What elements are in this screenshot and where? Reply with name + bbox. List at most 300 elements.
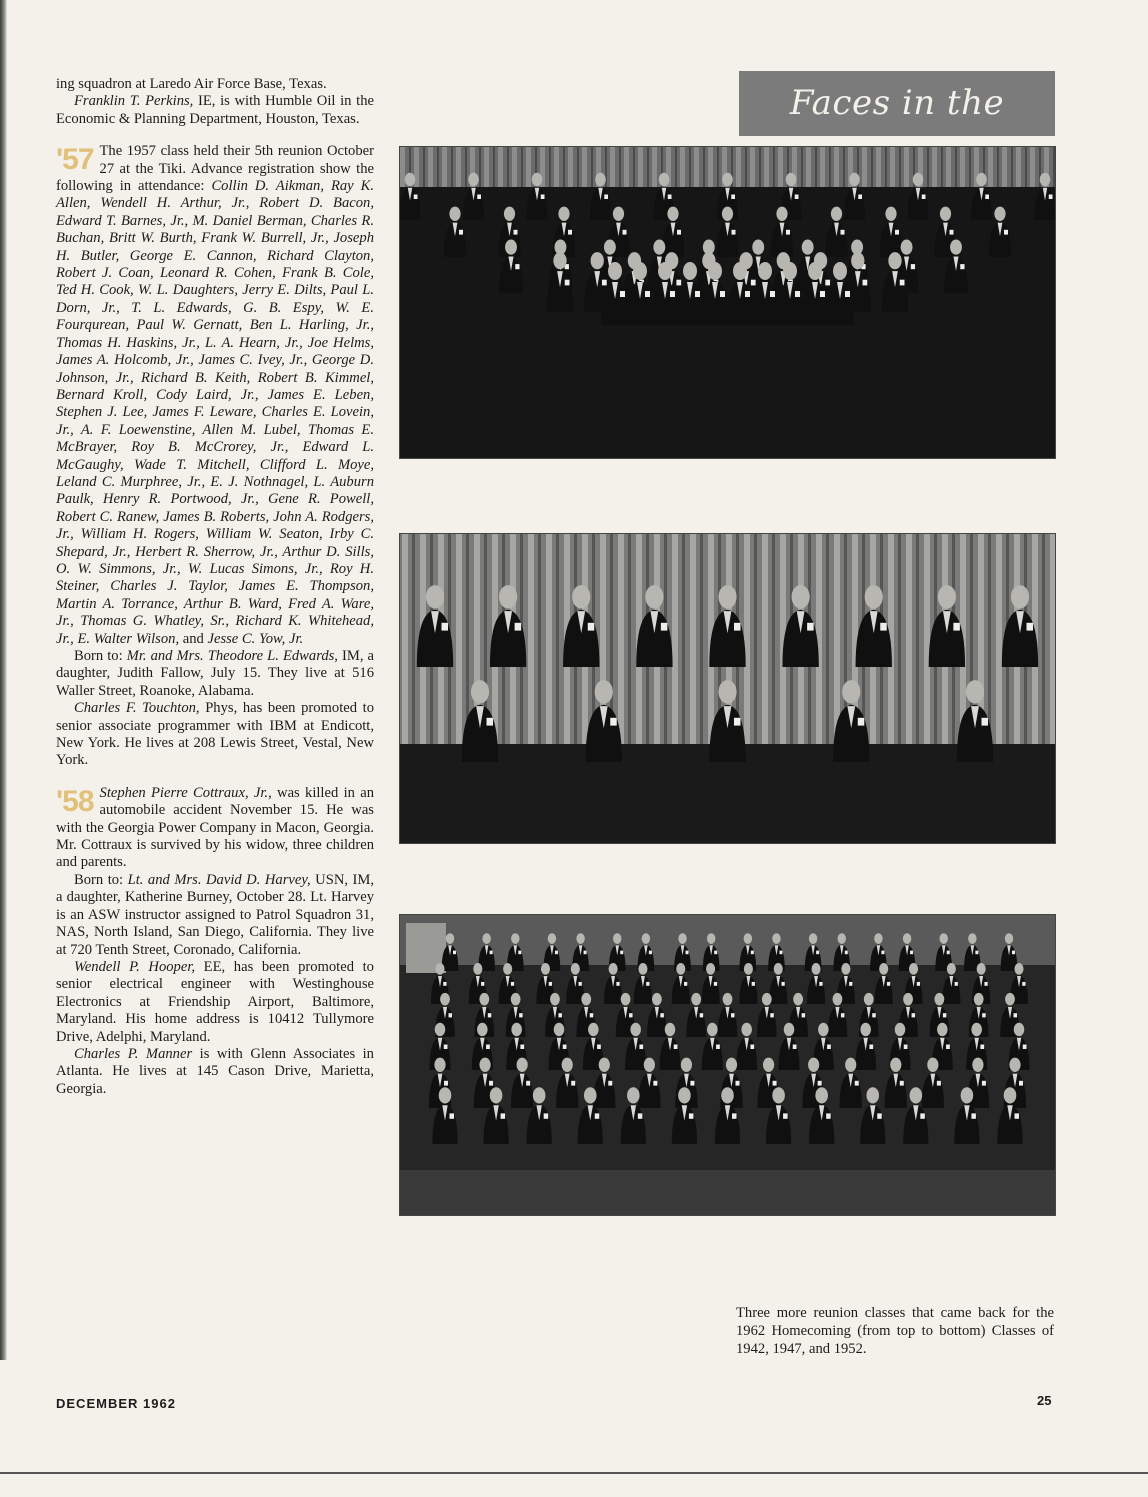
person-head xyxy=(1009,1058,1020,1072)
person-head xyxy=(815,1087,828,1103)
name-tag xyxy=(645,291,650,297)
name-tag xyxy=(770,291,775,297)
class-1957-paragraph xyxy=(56,143,374,648)
person-head xyxy=(772,933,780,944)
name-tag xyxy=(953,623,960,631)
person-name: Mr. and Mrs. Theodore L. Edwards, xyxy=(126,648,338,664)
person-head xyxy=(1005,933,1013,944)
person-head xyxy=(845,1058,856,1072)
person-head xyxy=(613,207,624,221)
person-head xyxy=(842,680,860,703)
person-head xyxy=(776,207,787,221)
person-head xyxy=(784,1023,795,1037)
person-head xyxy=(504,207,515,221)
name-tag xyxy=(734,623,741,631)
person-head xyxy=(477,1023,488,1037)
name-tag xyxy=(773,1081,777,1086)
name-tag xyxy=(849,982,852,986)
person-head xyxy=(479,1058,490,1072)
paragraph xyxy=(56,648,374,700)
person-head xyxy=(630,1023,641,1037)
name-tag xyxy=(855,1081,859,1086)
name-tag xyxy=(1014,1013,1018,1017)
person-head xyxy=(849,173,860,187)
name-tag xyxy=(732,1113,737,1118)
name-tag xyxy=(608,1081,612,1086)
person-head xyxy=(652,993,662,1006)
name-tag xyxy=(841,1013,845,1017)
person-head xyxy=(838,933,846,944)
name-tag xyxy=(610,718,617,726)
person-head xyxy=(473,963,482,975)
photo-caption: Three more reunion classes that came back for the 1962 Homecoming (from top to bottom) Classes of 1942, 1947, and 1952. xyxy=(736,1305,1054,1357)
name-tag xyxy=(714,951,717,955)
name-tag xyxy=(807,623,814,631)
person-head xyxy=(762,993,772,1006)
person-head xyxy=(554,1023,565,1037)
name-tag xyxy=(590,1013,594,1017)
person-head xyxy=(793,993,803,1006)
person-head xyxy=(994,207,1005,221)
name-tag xyxy=(781,982,784,986)
person-head xyxy=(653,239,665,254)
paragraph xyxy=(56,1046,374,1098)
news-column xyxy=(56,76,374,1098)
person-head xyxy=(503,963,512,975)
name-tag xyxy=(514,230,518,235)
person-head xyxy=(550,993,560,1006)
person-head xyxy=(913,173,924,187)
person-head xyxy=(435,1023,446,1037)
person-head xyxy=(722,173,733,187)
name-tag xyxy=(677,230,681,235)
person-head xyxy=(468,173,479,187)
person-head xyxy=(783,262,797,280)
name-tag xyxy=(700,1013,704,1017)
person-head xyxy=(831,207,842,221)
person-head xyxy=(841,963,850,975)
person-head xyxy=(548,933,556,944)
name-tag xyxy=(845,951,848,955)
name-tag xyxy=(786,230,790,235)
name-tag xyxy=(563,1045,567,1050)
person-head xyxy=(879,963,888,975)
person-head xyxy=(972,1058,983,1072)
person-head xyxy=(591,252,604,269)
name-tag xyxy=(450,1113,455,1118)
person-head xyxy=(511,933,519,944)
person-head xyxy=(621,993,631,1006)
name-tag xyxy=(720,291,725,297)
paragraph-text: USN, IM, a daughter, Katherine Burney, October 28. Lt. Harvey is an ASW instructor assigned to Patrol Squadron 31, NAS, North Island, San Diego, California. They live at 720 Tenth Street, Coronado, California. xyxy=(56,871,375,958)
name-tag xyxy=(985,195,989,200)
person-head xyxy=(479,993,489,1006)
name-tag xyxy=(1022,982,1025,986)
name-tag xyxy=(732,230,736,235)
person-head xyxy=(439,1087,452,1103)
person-head xyxy=(726,1058,737,1072)
person-head xyxy=(633,262,647,280)
name-tag xyxy=(770,1013,774,1017)
page-bottom-edge xyxy=(0,1472,1148,1474)
person-head xyxy=(553,252,566,269)
name-tag xyxy=(620,951,623,955)
person-head xyxy=(741,1023,752,1037)
person-head xyxy=(642,933,650,944)
group-photo-graphic xyxy=(400,147,1055,458)
person-head xyxy=(971,1023,982,1037)
name-tag xyxy=(946,1045,950,1050)
person-head xyxy=(644,1058,655,1072)
name-tag xyxy=(863,280,868,286)
name-tag xyxy=(904,1045,908,1050)
person-head xyxy=(974,993,984,1006)
class-year-marker: '57 xyxy=(56,143,94,177)
person-head xyxy=(676,963,685,975)
class-year-marker: '58 xyxy=(56,784,94,818)
person-head xyxy=(890,1058,901,1072)
paragraph-text: is with Glenn Associates in Atlanta. He lives at 145 Cason Drive, Marietta, Georgia. xyxy=(56,1045,374,1097)
person-head xyxy=(809,933,817,944)
name-tag xyxy=(819,982,822,986)
paragraph-text: IE, is with Humble Oil in the Economic & Planning Department, Houston, Texas. xyxy=(56,93,374,127)
name-tag xyxy=(1023,1045,1027,1050)
person-head xyxy=(808,262,822,280)
person-head xyxy=(678,933,686,944)
person-head xyxy=(595,173,606,187)
group-photo-graphic xyxy=(400,534,1055,843)
name-tag xyxy=(486,1045,490,1050)
paragraph xyxy=(56,872,374,959)
name-tag xyxy=(629,1013,633,1017)
group-photo-graphic xyxy=(400,915,1055,1215)
person-head xyxy=(609,963,618,975)
name-tag xyxy=(1012,951,1015,955)
person-head xyxy=(627,1087,640,1103)
paragraph xyxy=(56,959,374,1046)
person-head xyxy=(490,1087,503,1103)
name-tag xyxy=(649,951,652,955)
person-head xyxy=(864,993,874,1006)
name-tag xyxy=(579,982,582,986)
person-head xyxy=(658,262,672,280)
name-tag xyxy=(653,1081,657,1086)
name-tag xyxy=(900,1081,904,1086)
name-tag xyxy=(489,1081,493,1086)
name-tag xyxy=(826,1113,831,1118)
name-tag xyxy=(670,291,675,297)
person-name: Stephen Pierre Cottraux, Jr., xyxy=(99,784,272,801)
name-tag xyxy=(565,280,570,286)
name-tag xyxy=(877,1113,882,1118)
person-head xyxy=(588,1023,599,1037)
person-head xyxy=(659,173,670,187)
name-tag xyxy=(620,291,625,297)
person-head xyxy=(874,933,882,944)
name-tag xyxy=(910,951,913,955)
person-head xyxy=(558,207,569,221)
name-tag xyxy=(731,195,735,200)
name-tag xyxy=(911,264,915,269)
name-tag xyxy=(449,1013,453,1017)
name-tag xyxy=(869,1045,873,1050)
name-tag xyxy=(858,718,865,726)
person-head xyxy=(608,262,622,280)
person-head xyxy=(449,207,460,221)
name-tag xyxy=(518,951,521,955)
person-head xyxy=(903,933,911,944)
name-tag xyxy=(511,982,514,986)
person-head xyxy=(950,239,962,254)
reunion-photo-1952 xyxy=(399,914,1056,1216)
name-tag xyxy=(716,1045,720,1050)
person-head xyxy=(851,252,864,269)
person-head xyxy=(895,1023,906,1037)
name-tag xyxy=(597,1045,601,1050)
person-head xyxy=(927,1058,938,1072)
name-tag xyxy=(684,982,687,986)
name-tag xyxy=(488,1013,492,1017)
name-tag xyxy=(501,1113,506,1118)
name-tag xyxy=(444,1081,448,1086)
name-tag xyxy=(555,951,558,955)
person-head xyxy=(581,993,591,1006)
person-head xyxy=(833,993,843,1006)
name-tag xyxy=(604,195,608,200)
name-tag xyxy=(676,280,681,286)
name-tag xyxy=(695,291,700,297)
person-head xyxy=(638,963,647,975)
person-head xyxy=(707,933,715,944)
person-name: Jesse C. Yow, Jr. xyxy=(207,630,304,647)
person-head xyxy=(722,207,733,221)
name-tag xyxy=(820,291,825,297)
name-tag xyxy=(686,951,689,955)
name-tag xyxy=(745,291,750,297)
name-tag xyxy=(825,280,830,286)
name-tag xyxy=(750,1045,754,1050)
name-tag xyxy=(490,951,493,955)
name-tag xyxy=(736,1081,740,1086)
name-tag xyxy=(1015,1113,1020,1118)
paragraph xyxy=(56,93,374,128)
person-head xyxy=(708,262,722,280)
name-tag xyxy=(920,1113,925,1118)
person-head xyxy=(808,1058,819,1072)
person-head xyxy=(865,585,883,608)
name-tag xyxy=(984,982,987,986)
name-tag xyxy=(982,1081,986,1086)
name-tag xyxy=(887,982,890,986)
name-tag xyxy=(558,1013,562,1017)
name-tag xyxy=(515,623,522,631)
person-head xyxy=(723,993,733,1006)
person-head xyxy=(763,1058,774,1072)
name-tag xyxy=(549,982,552,986)
person-head xyxy=(833,262,847,280)
person-head xyxy=(888,252,901,269)
person-name: Charles F. Touchton, xyxy=(74,700,200,717)
name-tag xyxy=(487,718,494,726)
name-tag xyxy=(526,1081,530,1086)
name-tag xyxy=(982,718,989,726)
name-tag xyxy=(950,230,954,235)
person-head xyxy=(752,239,764,254)
person-head xyxy=(435,963,444,975)
name-tag xyxy=(1019,1081,1023,1086)
person-head xyxy=(885,207,896,221)
name-tag xyxy=(900,280,905,286)
person-head xyxy=(1040,173,1051,187)
person-head xyxy=(940,933,948,944)
name-tag xyxy=(444,1045,448,1050)
person-head xyxy=(446,933,454,944)
reunion-photo-1942 xyxy=(399,146,1056,459)
name-tag xyxy=(1004,230,1008,235)
person-head xyxy=(802,239,814,254)
person-head xyxy=(718,585,736,608)
name-tag xyxy=(947,951,950,955)
name-tag xyxy=(459,230,463,235)
person-head xyxy=(772,1087,785,1103)
person-head xyxy=(744,963,753,975)
paragraph-text: Born to: xyxy=(74,648,127,664)
person-name: Charles P. Manner xyxy=(74,1045,193,1062)
person-head xyxy=(968,933,976,944)
paragraph: ing squadron at Laredo Air Force Base, Texas. xyxy=(56,76,327,92)
name-tag xyxy=(937,1081,941,1086)
paragraph-text: and xyxy=(179,630,208,647)
name-tag xyxy=(845,291,850,297)
name-tag xyxy=(442,623,449,631)
name-tag xyxy=(443,982,446,986)
name-tag xyxy=(414,195,418,200)
person-head xyxy=(681,1058,692,1072)
name-tag xyxy=(616,982,619,986)
issue-date: DECEMBER 1962 xyxy=(56,1396,176,1411)
name-tag xyxy=(453,951,456,955)
paragraph-text: Phys, has been promoted to senior associate programmer with IBM at Endicott, New York. He lives at 208 Lewis Street, Vestal, New York. xyxy=(56,700,374,769)
person-head xyxy=(744,933,752,944)
name-tag xyxy=(602,280,607,286)
person-head xyxy=(576,933,584,944)
name-tag xyxy=(481,982,484,986)
person-head xyxy=(977,963,986,975)
name-tag xyxy=(639,1045,643,1050)
person-head xyxy=(937,1023,948,1037)
name-tag xyxy=(519,1013,523,1017)
name-tag xyxy=(880,623,887,631)
name-tag xyxy=(660,1013,664,1017)
person-head xyxy=(903,993,913,1006)
section-title: Faces in the xyxy=(739,71,1055,136)
name-tag xyxy=(779,951,782,955)
person-head xyxy=(706,963,715,975)
name-tag xyxy=(588,623,595,631)
person-head xyxy=(562,1058,573,1072)
name-tag xyxy=(689,1113,694,1118)
name-tag xyxy=(980,1045,984,1050)
person-head xyxy=(976,173,987,187)
person-head xyxy=(1014,963,1023,975)
person-head xyxy=(1011,585,1029,608)
name-tag xyxy=(520,1045,524,1050)
paragraph-text: Born to: xyxy=(74,871,128,888)
person-head xyxy=(691,993,701,1006)
person-head xyxy=(901,239,913,254)
person-head xyxy=(961,1087,974,1103)
person-head xyxy=(584,1087,597,1103)
name-tag xyxy=(943,1013,947,1017)
name-tag xyxy=(922,195,926,200)
person-head xyxy=(471,680,489,703)
name-tag xyxy=(975,951,978,955)
person-head xyxy=(405,173,416,187)
name-tag xyxy=(960,264,964,269)
person-head xyxy=(718,680,736,703)
person-head xyxy=(966,680,984,703)
person-head xyxy=(533,1087,546,1103)
name-tag xyxy=(1049,195,1053,200)
reunion-photo-1947 xyxy=(399,533,1056,844)
person-head xyxy=(678,1087,691,1103)
person-head xyxy=(940,207,951,221)
paragraph-text: was killed in an automobile accident November 15. He was with the Georgia Power Company in Macon, Georgia. Mr. Cottraux is survived by his widow, three children and parents. xyxy=(56,784,374,871)
name-tag xyxy=(841,230,845,235)
name-tag xyxy=(802,1013,806,1017)
person-head xyxy=(482,933,490,944)
person-head xyxy=(532,173,543,187)
name-tag xyxy=(584,951,587,955)
person-head xyxy=(440,993,450,1006)
name-tag xyxy=(731,1013,735,1017)
name-tag xyxy=(646,982,649,986)
name-tag xyxy=(668,195,672,200)
person-head xyxy=(909,963,918,975)
name-tag xyxy=(858,195,862,200)
name-tag xyxy=(1027,623,1034,631)
person-head xyxy=(733,262,747,280)
page-number: 25 xyxy=(1037,1393,1052,1408)
name-tag xyxy=(881,951,884,955)
name-tag xyxy=(751,951,754,955)
person-head xyxy=(707,1023,718,1037)
paragraph-text: EE, has been promoted to senior electrical engineer with Westinghouse Electronics at Friendship Airport, Baltimore, Maryland. His home address is 10412 Tullymore Drive, Adelphi, Maryland. xyxy=(56,958,374,1045)
name-tag xyxy=(971,1113,976,1118)
person-head xyxy=(910,1087,923,1103)
name-tag xyxy=(818,1081,822,1086)
person-head xyxy=(721,1087,734,1103)
name-tag xyxy=(734,718,741,726)
name-tag xyxy=(752,982,755,986)
person-head xyxy=(792,585,810,608)
person-head xyxy=(599,1058,610,1072)
person-head xyxy=(541,963,550,975)
name-tag xyxy=(674,1045,678,1050)
name-tag xyxy=(623,230,627,235)
person-name: Lt. and Mrs. David D. Harvey, xyxy=(127,871,311,888)
person-head xyxy=(604,239,616,254)
person-head xyxy=(947,963,956,975)
name-tag xyxy=(955,982,958,986)
person-head xyxy=(774,963,783,975)
person-head xyxy=(938,585,956,608)
paragraph xyxy=(56,700,374,770)
person-head xyxy=(571,963,580,975)
person-head xyxy=(1005,993,1015,1006)
name-tag xyxy=(795,291,800,297)
person-head xyxy=(934,993,944,1006)
